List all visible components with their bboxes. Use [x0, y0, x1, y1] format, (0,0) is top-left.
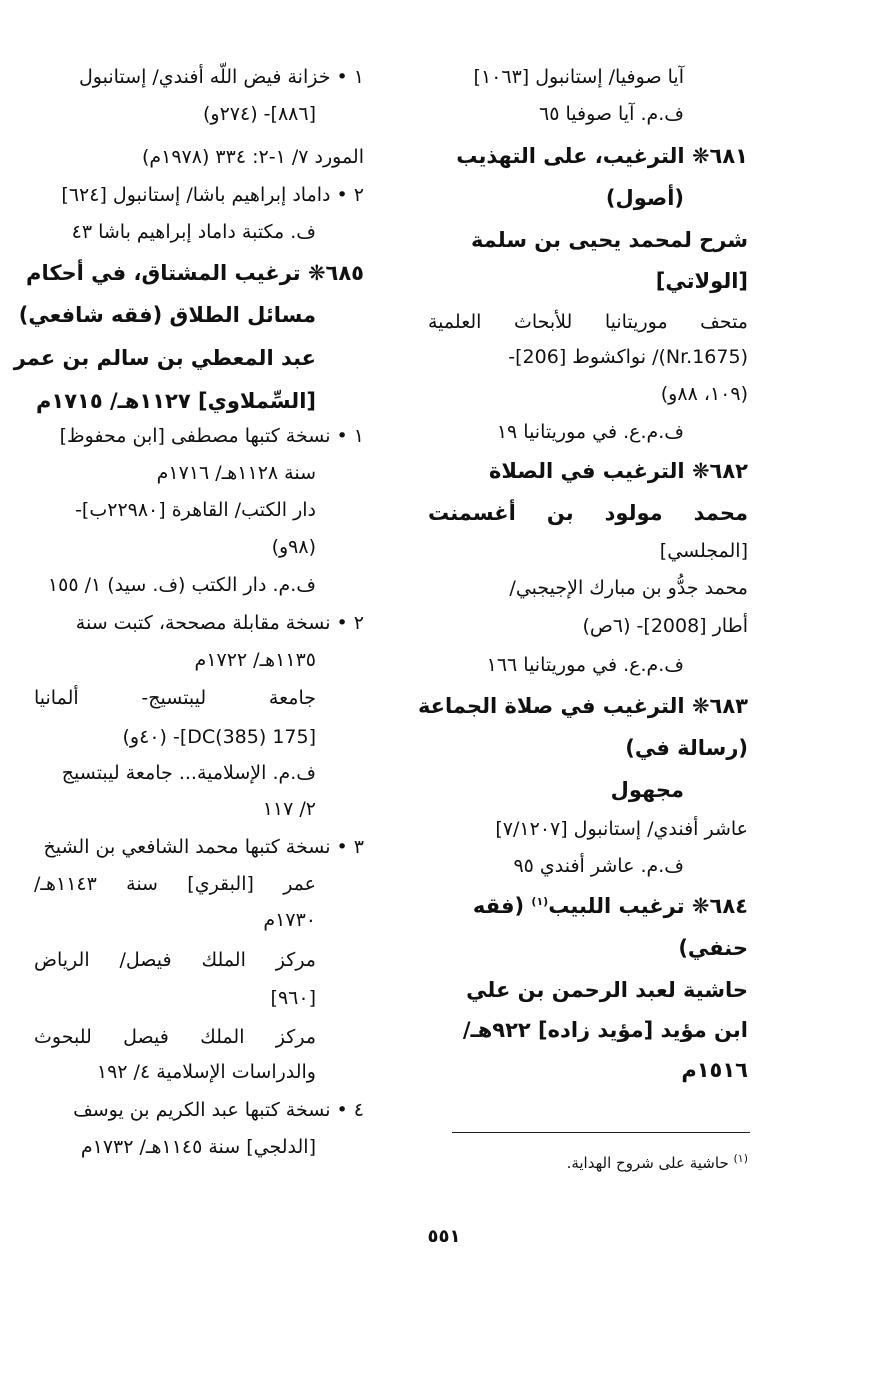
right_column-line: [489, 461, 748, 482]
left_column-line: [72, 223, 316, 242]
left_column-line-text: ٢/ ١١٧: [262, 798, 316, 820]
right_column-line-text: (أصول): [605, 186, 684, 210]
footnote: [567, 1152, 748, 1172]
right_column-line-text: ف.م. آيا صوفيا ٦٥: [539, 103, 684, 125]
right_column-line: [660, 542, 748, 561]
right_column-line-text: حنفي): [678, 936, 748, 960]
left_column-line-text: سنة ١١٢٨هـ/ ١٧١٦م: [156, 462, 316, 484]
right_column-line-text: ف.م. عاشر أفندي ٩٥: [513, 855, 684, 877]
left_column-line-text: ٦٨٥❋ ترغيب المشتاق، في أحكام: [26, 261, 364, 285]
left_column-line-text: المورد ٧/ ١-٢: ٣٣٤ (١٩٧٨م): [141, 146, 364, 168]
right_column-line-text: [المجلسي]: [659, 540, 748, 562]
right_column-line-text: (رسالة في): [625, 736, 748, 760]
left_column-line: [203, 105, 316, 124]
right_column-line-text: عاشر أفندي/ إستانبول [٧/١٢٠٧]: [495, 818, 748, 840]
right_column-line-text: ابن مؤيد [مؤيد زاده] ٩٢٢هـ/: [462, 1018, 748, 1042]
left_column-line: [272, 538, 316, 557]
left_column-line-text: ف.م. الإسلامية... جامعة ليبتسيج: [61, 762, 316, 784]
right_column-line: [497, 423, 684, 442]
right_column-line: [661, 385, 748, 404]
right_column-line-text: محمد مولود بن أغسمنت: [428, 501, 748, 525]
left_column-line: [263, 911, 316, 930]
left_column-line: [34, 875, 316, 894]
right_column-line: [495, 820, 748, 839]
left_column-line-text: ١ • خزانة فيض اللّه أفندي/ إستانبول: [79, 66, 364, 88]
right_column-line: [678, 938, 748, 959]
left_column-line: [195, 651, 316, 670]
right_column-line-text: ٦٨٣❋ الترغيب في صلاة الجماعة: [417, 694, 748, 718]
right_column-line-text: ٦٨٢❋ الترغيب في الصلاة: [489, 459, 748, 483]
left_column-line: [26, 263, 364, 284]
right_column-line: [513, 857, 684, 876]
left_column-line-text: ١٧٣٠م: [263, 909, 316, 931]
left_column-line-text: دار الكتب/ القاهرة [٢٢٩٨٠ب]-: [75, 499, 316, 521]
left_column-line-text: ١ • نسخة كتبها مصطفى [ابن محفوظ]: [59, 425, 364, 447]
left_column-line-text: عبد المعطي بن سالم بن عمر: [13, 346, 316, 370]
footnote-marker: (١): [733, 1152, 748, 1165]
right_column-line: [656, 271, 748, 292]
left_column-line: [75, 501, 316, 520]
right_column-line: [582, 617, 748, 636]
left_column-line: [60, 427, 364, 446]
right_column-line-text: حاشية لعبد الرحمن بن علي: [466, 978, 748, 1002]
left_column-line: [62, 764, 316, 783]
left_column-line-text: ف.م. دار الكتب (ف. سيد) ١/ ١٥٥: [47, 574, 316, 596]
left_column-line: [48, 576, 316, 595]
left_column-line-text: (٩٨و): [271, 536, 316, 558]
right_column-line-text: ف.م.ع. في موريتانيا ١٩: [496, 421, 684, 443]
left_column-line: [43, 838, 364, 857]
left_column-line-text: مركز الملك فيصل للبحوث: [34, 1026, 316, 1048]
left_column-line-text: ف. مكتبة داماد إبراهيم باشا ٤٣: [71, 221, 316, 243]
right_column-line-text: (١٠٩، ٨٨و): [660, 383, 748, 405]
left_column-line-text: والدراسات الإسلامية ٤/ ١٩٢: [96, 1061, 316, 1083]
left_column-line: [97, 1063, 316, 1082]
footnote-separator: [452, 1132, 750, 1133]
right_column-line-text: متحف موريتانيا للأبحاث العلمية: [428, 311, 748, 333]
left_column-line: [142, 148, 364, 167]
right_column-line: [606, 188, 684, 209]
right_column-line: [539, 105, 684, 124]
right_column-line: [509, 579, 748, 598]
right_column-line: [487, 656, 684, 675]
right_column-line: [474, 68, 684, 87]
right_column-line-text: ٦٨٤❋ ترغيب اللبيب: [548, 894, 748, 918]
left_column-line-text: ٢ • نسخة مقابلة مصححة، كتبت سنة: [75, 612, 364, 634]
left_column-line-text: ٢ • داماد إبراهيم باشا/ إستانبول [٦٢٤]: [61, 184, 364, 206]
left_column-line: [123, 728, 316, 747]
left_column-line-text: [السِّملاوي] ١١٢٧هـ/ ١٧١٥م: [36, 389, 316, 413]
left_column-line: [81, 1138, 316, 1157]
right_column-line-text: (Nr.1675)/ نواكشوط [206]-: [508, 346, 748, 368]
right_column-line: [466, 980, 748, 1001]
right_column-line: [463, 1020, 748, 1041]
right_column-line-text: محمد جدُّو بن مبارك الإجيجبي/: [509, 577, 748, 599]
left_column-line: [19, 305, 316, 326]
right_column-line-text: مجهول: [610, 778, 684, 802]
right_column-line: [681, 1060, 748, 1081]
footnote-reference: (١): [531, 895, 549, 908]
left_column-line-text: [الدلجي] سنة ١١٤٥هـ/ ١٧٣٢م: [80, 1136, 316, 1158]
left_column-line: [14, 348, 316, 369]
left_column-line-text: عمر [البقري] سنة ١١٤٣هـ/: [34, 873, 316, 895]
right_column-line-text: ف.م.ع. في موريتانيا ١٦٦: [486, 654, 684, 676]
left_column-line-text: [175 DC(385)]- (٤٠و): [122, 726, 316, 748]
page-number: ٥٥١: [427, 1226, 461, 1247]
left_column-line-text: ٤ • نسخة كتبها عبد الكريم بن يوسف: [73, 1099, 364, 1121]
left_column-line: [271, 989, 316, 1008]
left_column-line-text: مركز الملك فيصل/ الرياض: [34, 949, 316, 971]
footnote-text: حاشية على شروح الهداية.: [566, 1154, 734, 1172]
left_column-line: [79, 68, 364, 87]
right_column-line-tail: (فقه: [472, 894, 532, 918]
left_column-line: [34, 1028, 316, 1047]
right_column-line-text: ١٥١٦م: [681, 1058, 748, 1082]
right_column-line-text: أطار [2008]- (٦ص): [582, 615, 748, 637]
right_column-line: [428, 503, 748, 524]
right_column-line: [473, 896, 748, 917]
left_column-line: [263, 800, 316, 819]
right_column-line-text: [الولاتي]: [655, 269, 748, 293]
left_column-line: [76, 614, 364, 633]
right_column-line: [418, 696, 748, 717]
right_column-line: [611, 780, 684, 801]
left_column-line: [34, 689, 316, 708]
left_column-line: [157, 464, 316, 483]
right_column-line: [456, 146, 748, 167]
left_column-line: [34, 951, 316, 970]
left_column-line: [36, 391, 316, 412]
left_column-line-text: مسائل الطلاق (فقه شافعي): [18, 303, 316, 327]
left_column-line-text: [٩٦٠]: [270, 987, 316, 1009]
right_column-line: [471, 230, 748, 251]
left_column-line: [73, 1101, 364, 1120]
left_column-line-text: جامعة ليبتسيج- ألمانيا: [34, 687, 316, 709]
left_column-line-text: ١١٣٥هـ/ ١٧٢٢م: [194, 649, 316, 671]
left_column-line-text: [٨٨٦]- (٢٧٤و): [203, 103, 316, 125]
left_column-line: [61, 186, 364, 205]
right_column-line-text: ٦٨١❋ الترغيب، على التهذيب: [456, 144, 748, 168]
right_column-line: [508, 348, 748, 367]
right_column-line-text: شرح لمحمد يحيى بن سلمة: [470, 228, 748, 252]
right_column-line: [625, 738, 748, 759]
right_column-line-text: آيا صوفيا/ إستانبول [١٠٦٣]: [473, 66, 684, 88]
right_column-line: [428, 313, 748, 332]
left_column-line-text: ٣ • نسخة كتبها محمد الشافعي بن الشيخ: [43, 836, 364, 858]
